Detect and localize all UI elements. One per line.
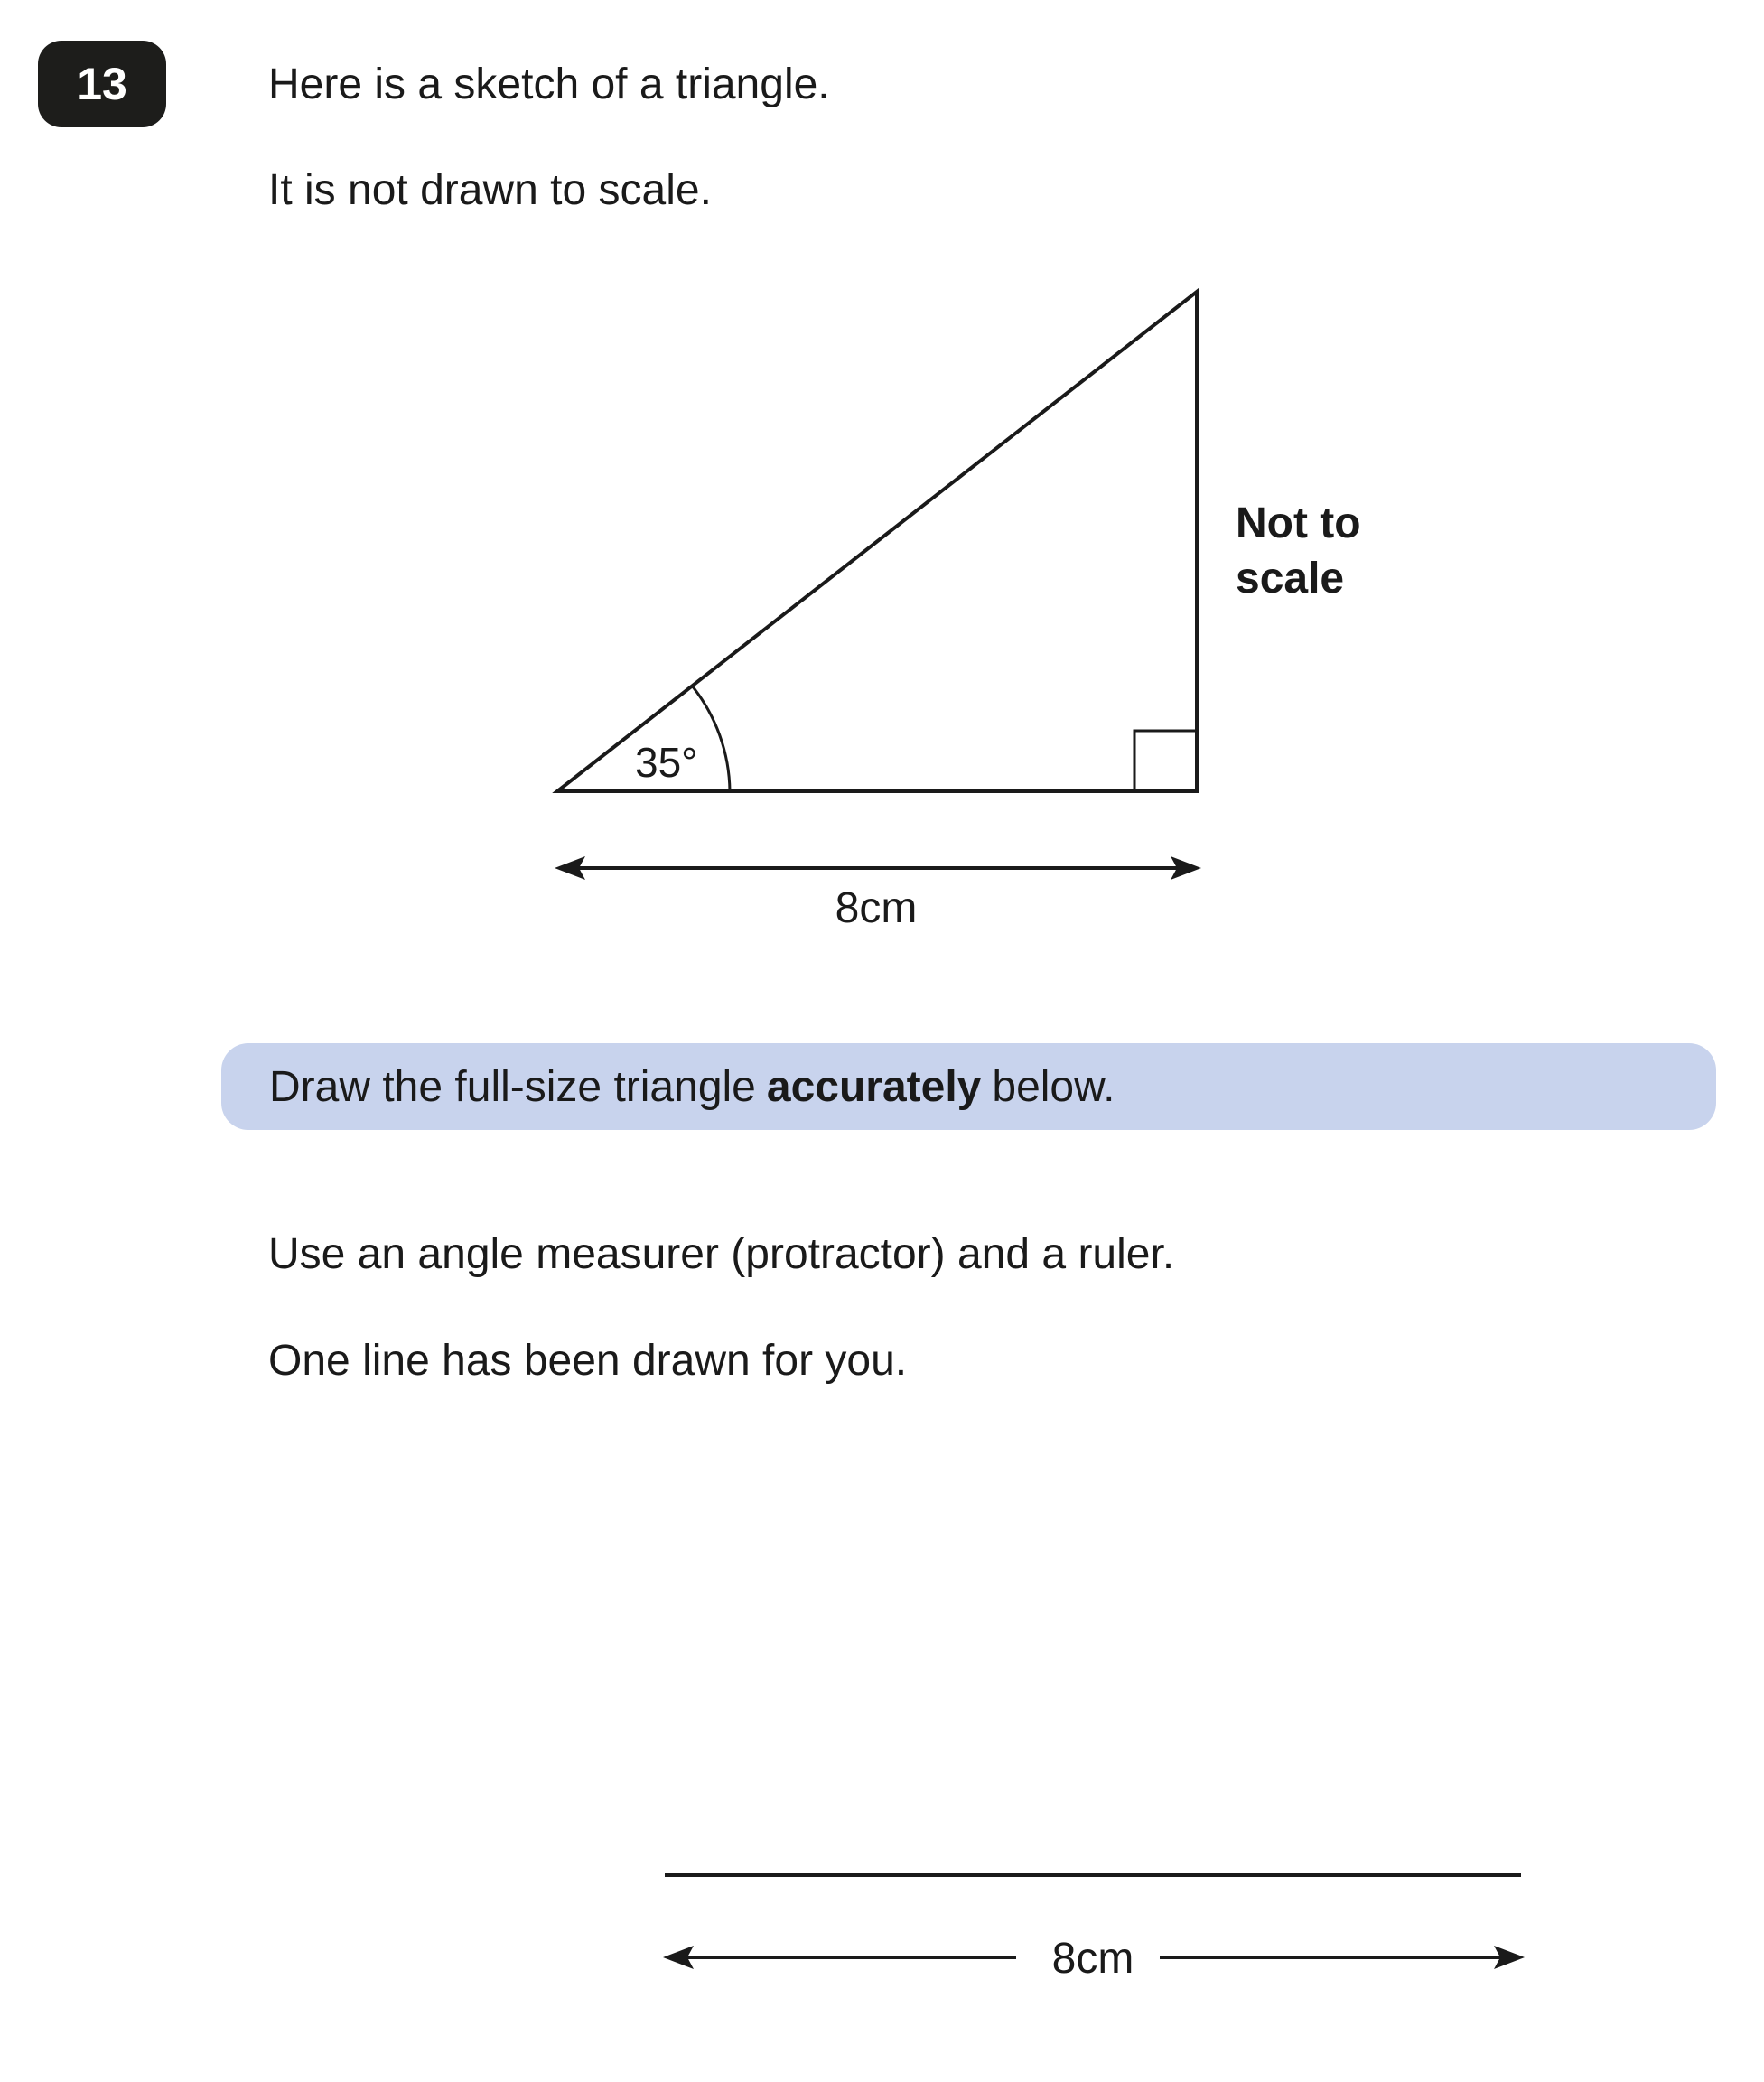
instruction-box [221, 1043, 1716, 1130]
scale-note-text: It is not drawn to scale. [268, 166, 712, 214]
instruction-text-bold: accurately [766, 1062, 982, 1111]
given-line-text: One line has been drawn for you. [268, 1337, 908, 1385]
question-number-badge: 13 [38, 41, 166, 127]
not-to-scale-line1: Not to [1236, 499, 1361, 547]
base-length-label: 8cm [835, 884, 918, 932]
not-to-scale-line2: scale [1236, 555, 1345, 602]
right-angle-marker [1134, 731, 1197, 791]
instruction-text-after: below. [992, 1062, 1115, 1111]
tools-text: Use an angle measurer (protractor) and a ruler. [268, 1230, 1175, 1278]
intro-text: Here is a sketch of a triangle. [268, 61, 830, 108]
answer-base-length-label: 8cm [1051, 1935, 1134, 1983]
angle-label: 35° [635, 739, 698, 786]
triangle-outline [557, 292, 1197, 791]
instruction-text-before: Draw the full-size triangle [269, 1062, 756, 1111]
